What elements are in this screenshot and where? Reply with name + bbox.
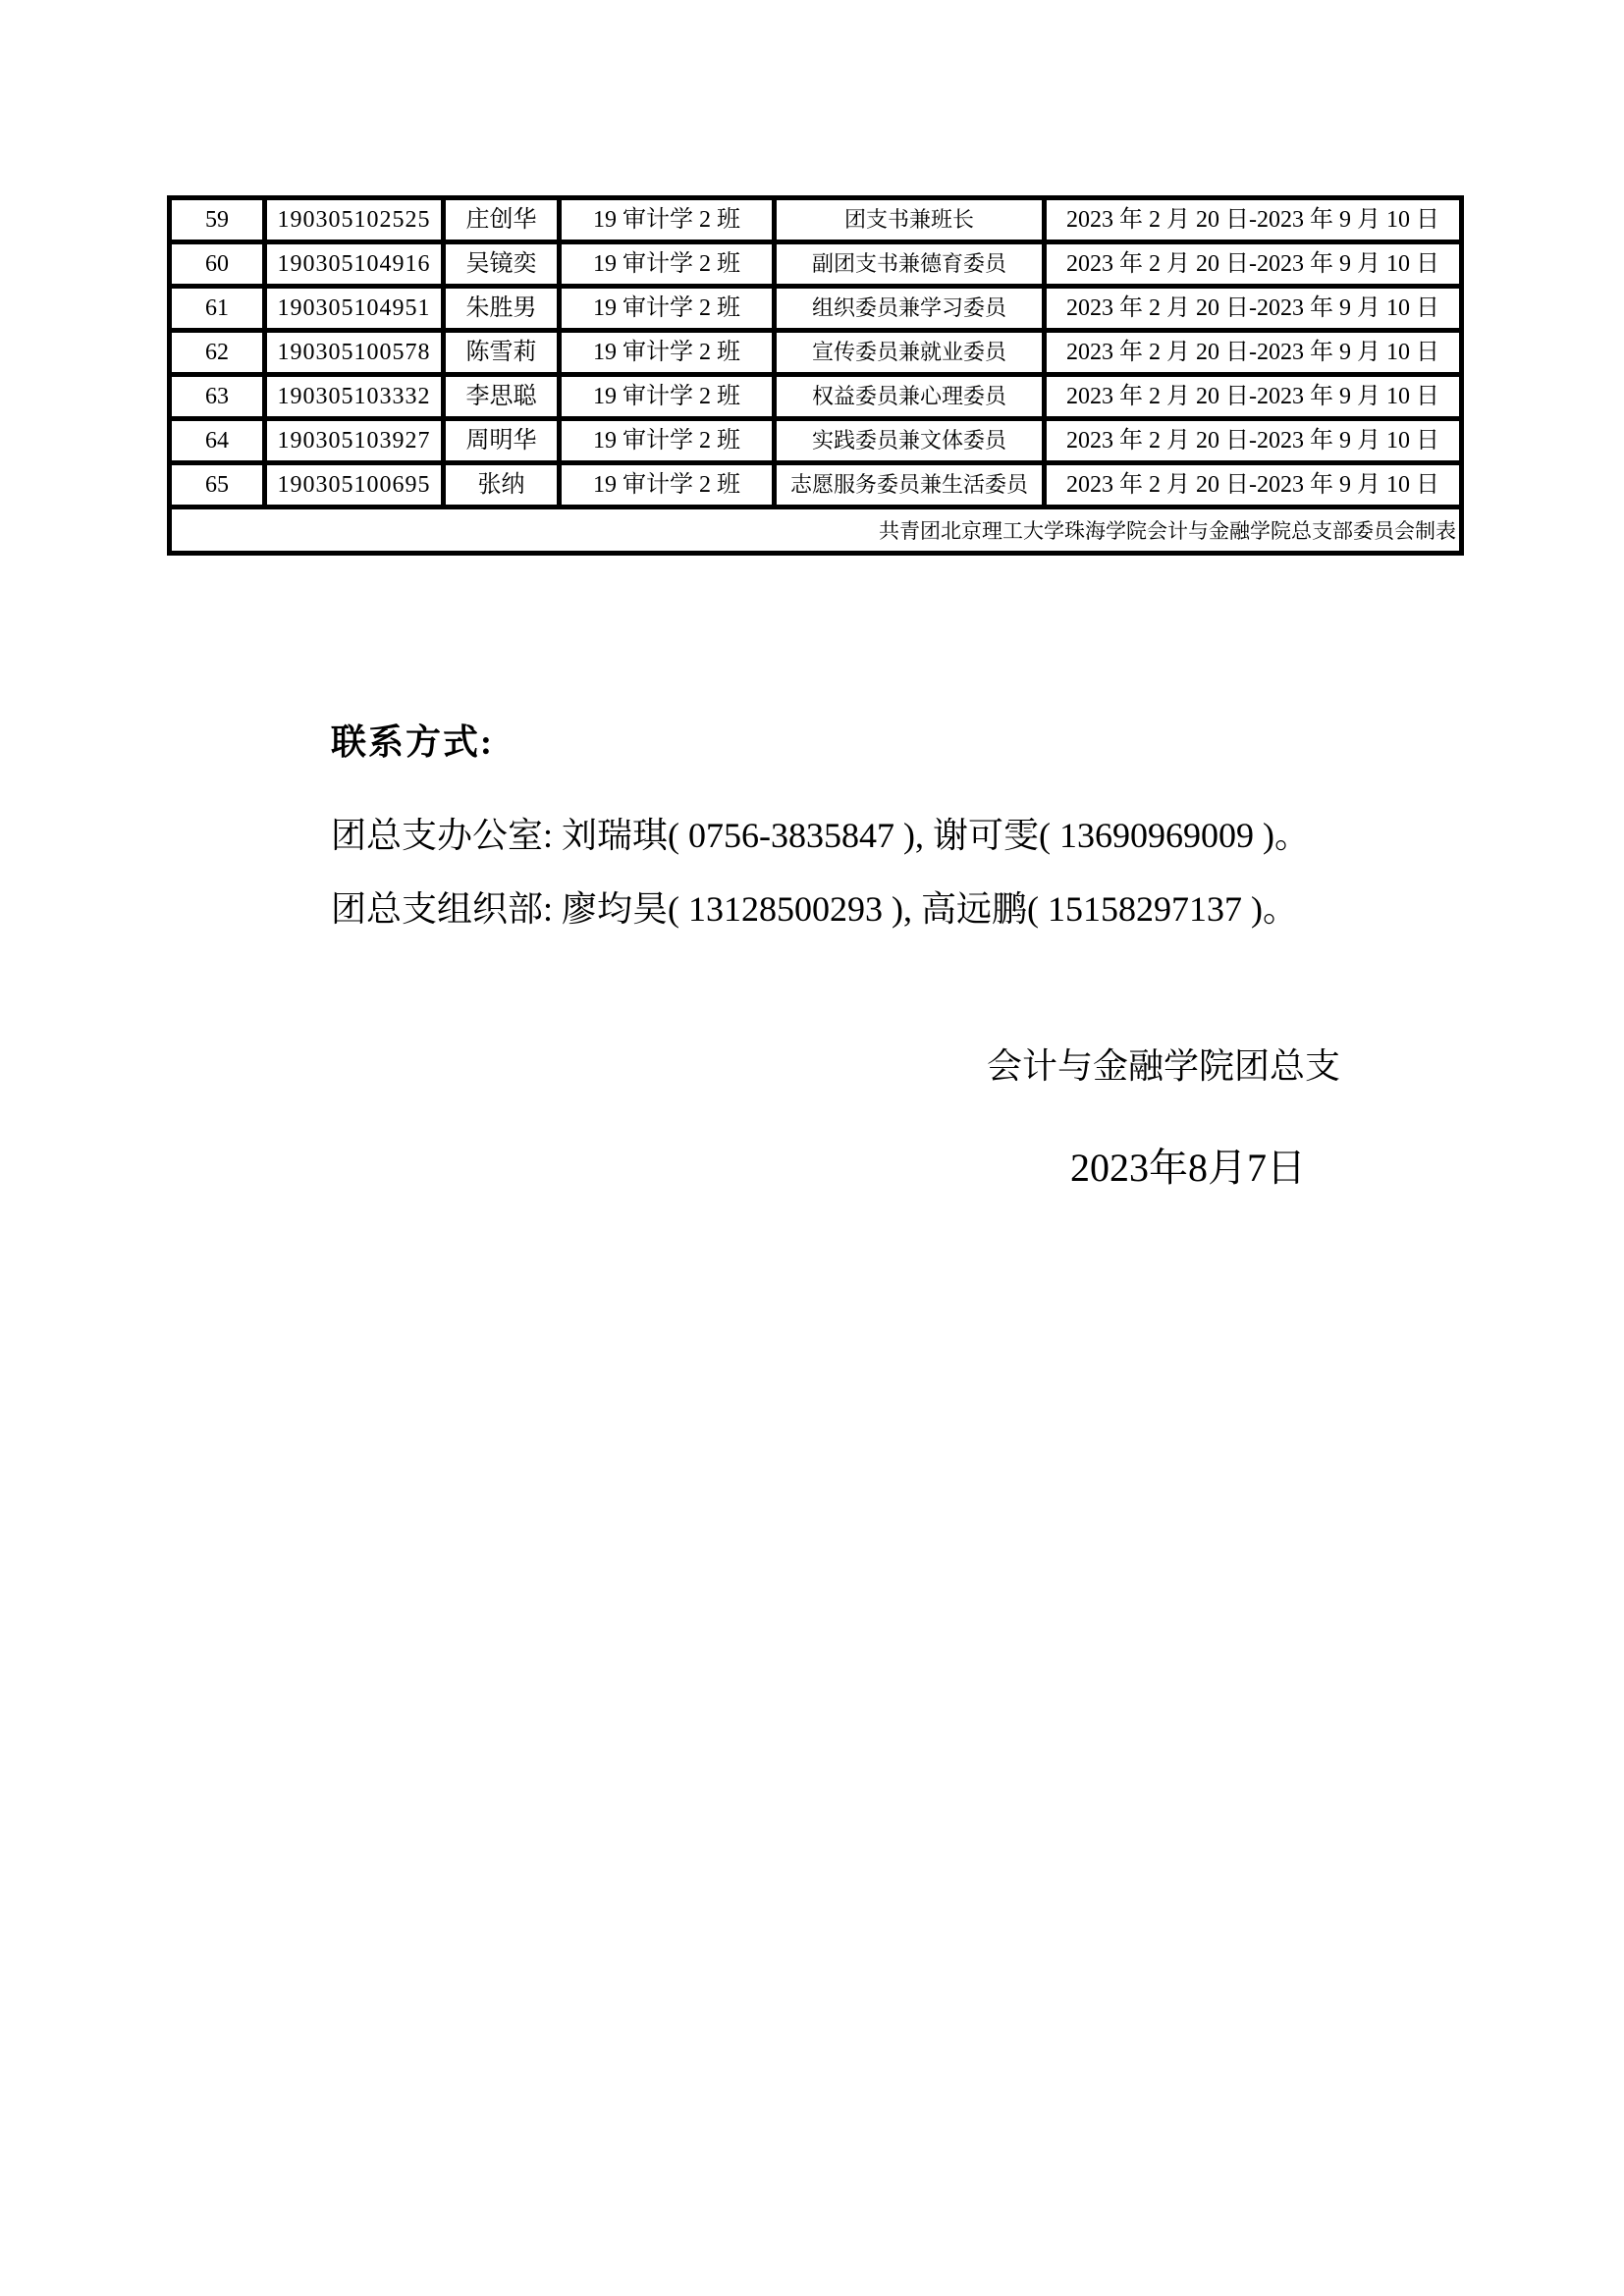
table-row	[170, 463, 1462, 507]
cell-term: 2023 年 2 月 20 日-2023 年 9 月 10 日	[1045, 287, 1462, 331]
contact-heading: 联系方式:	[331, 722, 494, 762]
cell-name: 周明华	[444, 419, 560, 463]
table-row	[170, 198, 1462, 242]
cell-class: 19 审计学 2 班	[560, 198, 775, 242]
roster-table-body	[170, 198, 1462, 554]
table-row	[170, 419, 1462, 463]
cell-number: 64	[170, 419, 265, 463]
cell-number: 65	[170, 463, 265, 507]
table-row	[170, 287, 1462, 331]
cell-term: 2023 年 2 月 20 日-2023 年 9 月 10 日	[1045, 463, 1462, 507]
cell-name: 庄创华	[444, 198, 560, 242]
cell-class: 19 审计学 2 班	[560, 419, 775, 463]
cell-position: 实践委员兼文体委员	[775, 419, 1045, 463]
cell-term: 2023 年 2 月 20 日-2023 年 9 月 10 日	[1045, 419, 1462, 463]
contact-line-office: 团总支办公室: 刘瑞琪( 0756-3835847 ), 谢可雯( 13690969009 )。	[331, 816, 1310, 855]
cell-term: 2023 年 2 月 20 日-2023 年 9 月 10 日	[1045, 331, 1462, 375]
cell-position: 宣传委员兼就业委员	[775, 331, 1045, 375]
cell-number: 62	[170, 331, 265, 375]
cell-name: 张纳	[444, 463, 560, 507]
cell-student-id: 190305103927	[265, 419, 444, 463]
signature-org: 会计与金融学院团总支	[987, 1046, 1341, 1086]
cell-name: 陈雪莉	[444, 331, 560, 375]
cell-student-id: 190305100578	[265, 331, 444, 375]
contact-line-org-dept: 团总支组织部: 廖均昊( 13128500293 ), 高远鹏( 15158297137 )。	[331, 889, 1298, 929]
cell-name: 吴镜奕	[444, 242, 560, 287]
cell-class: 19 审计学 2 班	[560, 375, 775, 419]
committee-roster-table	[167, 195, 1464, 556]
cell-class: 19 审计学 2 班	[560, 287, 775, 331]
cell-position: 组织委员兼学习委员	[775, 287, 1045, 331]
table-row	[170, 242, 1462, 287]
cell-term: 2023 年 2 月 20 日-2023 年 9 月 10 日	[1045, 375, 1462, 419]
cell-student-id: 190305100695	[265, 463, 444, 507]
cell-class: 19 审计学 2 班	[560, 242, 775, 287]
signature-date: 2023年8月7日	[1070, 1146, 1306, 1190]
cell-student-id: 190305104916	[265, 242, 444, 287]
cell-position: 团支书兼班长	[775, 198, 1045, 242]
cell-term: 2023 年 2 月 20 日-2023 年 9 月 10 日	[1045, 198, 1462, 242]
cell-class: 19 审计学 2 班	[560, 331, 775, 375]
cell-student-id: 190305104951	[265, 287, 444, 331]
table-footer-note: 共青团北京理工大学珠海学院会计与金融学院总支部委员会制表	[170, 507, 1462, 554]
cell-class: 19 审计学 2 班	[560, 463, 775, 507]
cell-number: 60	[170, 242, 265, 287]
cell-term: 2023 年 2 月 20 日-2023 年 9 月 10 日	[1045, 242, 1462, 287]
cell-position: 权益委员兼心理委员	[775, 375, 1045, 419]
table-footer-row	[170, 507, 1462, 554]
cell-number: 63	[170, 375, 265, 419]
cell-student-id: 190305102525	[265, 198, 444, 242]
cell-student-id: 190305103332	[265, 375, 444, 419]
cell-position: 志愿服务委员兼生活委员	[775, 463, 1045, 507]
table-row	[170, 375, 1462, 419]
cell-position: 副团支书兼德育委员	[775, 242, 1045, 287]
cell-name: 朱胜男	[444, 287, 560, 331]
cell-number: 59	[170, 198, 265, 242]
cell-number: 61	[170, 287, 265, 331]
cell-name: 李思聪	[444, 375, 560, 419]
table-row	[170, 331, 1462, 375]
